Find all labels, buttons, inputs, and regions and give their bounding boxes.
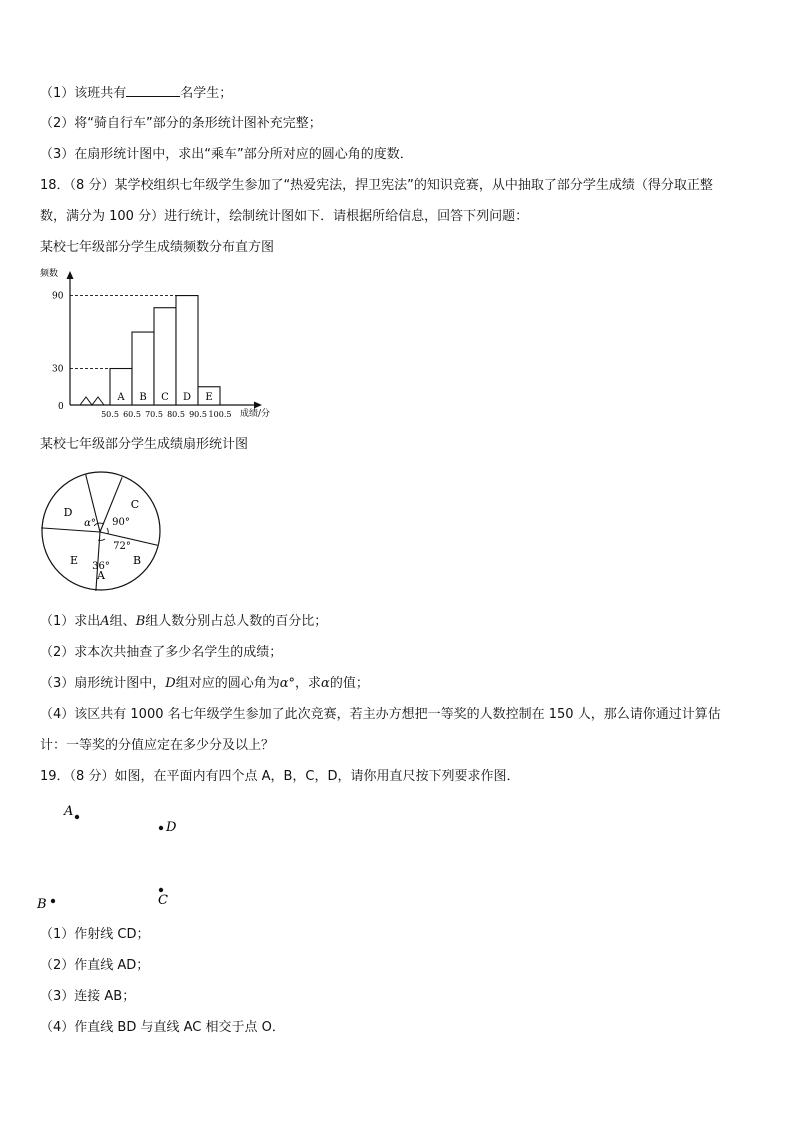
histogram-bar <box>154 308 176 405</box>
point-b <box>51 899 55 903</box>
x-tick-label: 90.5 <box>189 410 207 419</box>
q17-sub1: （1）该班共有 名学生； <box>40 86 233 101</box>
y-tick-label: 90 <box>52 291 64 302</box>
slice-label: B <box>132 554 142 567</box>
x-tick-label: 80.5 <box>167 410 185 419</box>
x-axis-arrow <box>254 402 262 409</box>
y-tick-label: 30 <box>52 364 64 375</box>
slice-label: D <box>63 506 73 519</box>
q19-sub2: （2）作直线 AD； <box>40 958 150 973</box>
x-tick-label: 60.5 <box>123 410 141 419</box>
q18-stem-line2: 数，满分为 100 分）进行统计，绘制统计图如下．请根据所给信息，回答下列问题： <box>40 209 529 224</box>
x-axis-label: 成绩/分 <box>240 409 271 419</box>
angle-label-b: 72° <box>113 541 131 552</box>
q19-stem: 19．（8 分）如图，在平面内有四个点 A，B，C，D，请你用直尺按下列要求作图． <box>40 769 520 784</box>
q19-sub4: （4）作直线 BD 与直线 AC 相交于点 O． <box>40 1020 285 1035</box>
y-axis-label: 频数 <box>40 269 59 279</box>
axis-break <box>80 397 104 405</box>
point-d <box>159 826 163 830</box>
bar-category-label: A <box>117 392 125 403</box>
q17-sub2: （2）将“骑自行车”部分的条形统计图补充完整； <box>40 116 322 131</box>
q18-sub1: （1）求出A组、B组人数分别占总人数的百分比； <box>40 614 328 629</box>
x-tick-label: 100.5 <box>208 410 232 419</box>
q19-sub1: （1）作射线 CD； <box>40 927 150 942</box>
bar-category-label: D <box>182 392 192 403</box>
angle-label-c: 90° <box>112 517 130 528</box>
angle-label-a: 36° <box>92 561 110 572</box>
y-tick-label: 0 <box>58 402 64 412</box>
point-label-b: B <box>37 897 47 912</box>
point-label-d: D <box>166 820 177 835</box>
point-c <box>159 888 163 892</box>
q18-sub4-line1: （4）该区共有 1000 名七年级学生参加了此次竞赛，若主办方想把一等奖的人数控制在 150 人，那么请你通过计算估 <box>40 707 721 722</box>
q18-stem-line1: 18．（8 分）某学校组织七年级学生参加了“热爱宪法，捍卫宪法”的知识竞赛，从中抽取了部分学生成绩（得分取正整 <box>40 178 713 193</box>
q18-sub4-line2: 计：一等奖的分值应定在多少分及以上？ <box>40 738 275 753</box>
pie-chart <box>38 468 168 598</box>
y-axis-arrow <box>67 271 74 279</box>
q18-sub3: （3）扇形统计图中，D组对应的圆心角为α°，求α的值； <box>40 676 369 691</box>
q17-sub3: （3）在扇形统计图中，求出“乘车”部分所对应的圆心角的度数． <box>40 147 413 162</box>
x-tick-label: 70.5 <box>145 410 163 419</box>
bar-category-label: C <box>161 392 169 403</box>
slice-label: C <box>130 498 140 511</box>
slice-label: A <box>97 569 105 582</box>
q19-sub3: （3）连接 AB； <box>40 989 136 1004</box>
bar-category-label: B <box>139 392 147 403</box>
histogram-bar <box>176 296 198 405</box>
x-tick-label: 50.5 <box>101 410 119 419</box>
point-label-a: A <box>64 804 74 819</box>
pie-title: 某校七年级部分学生成绩扇形统计图 <box>40 437 249 452</box>
bar-category-label: E <box>205 392 213 403</box>
histogram-title: 某校七年级部分学生成绩频数分布直方图 <box>40 240 275 255</box>
frequency-histogram <box>30 265 300 425</box>
point-label-c: C <box>158 893 168 908</box>
q18-sub2: （2）求本次共抽查了多少名学生的成绩； <box>40 645 283 660</box>
angle-label-d: α° <box>84 518 96 529</box>
point-a <box>75 815 79 819</box>
answer-blank[interactable] <box>126 84 180 97</box>
slice-label: E <box>69 554 79 567</box>
point-figure <box>30 795 230 920</box>
